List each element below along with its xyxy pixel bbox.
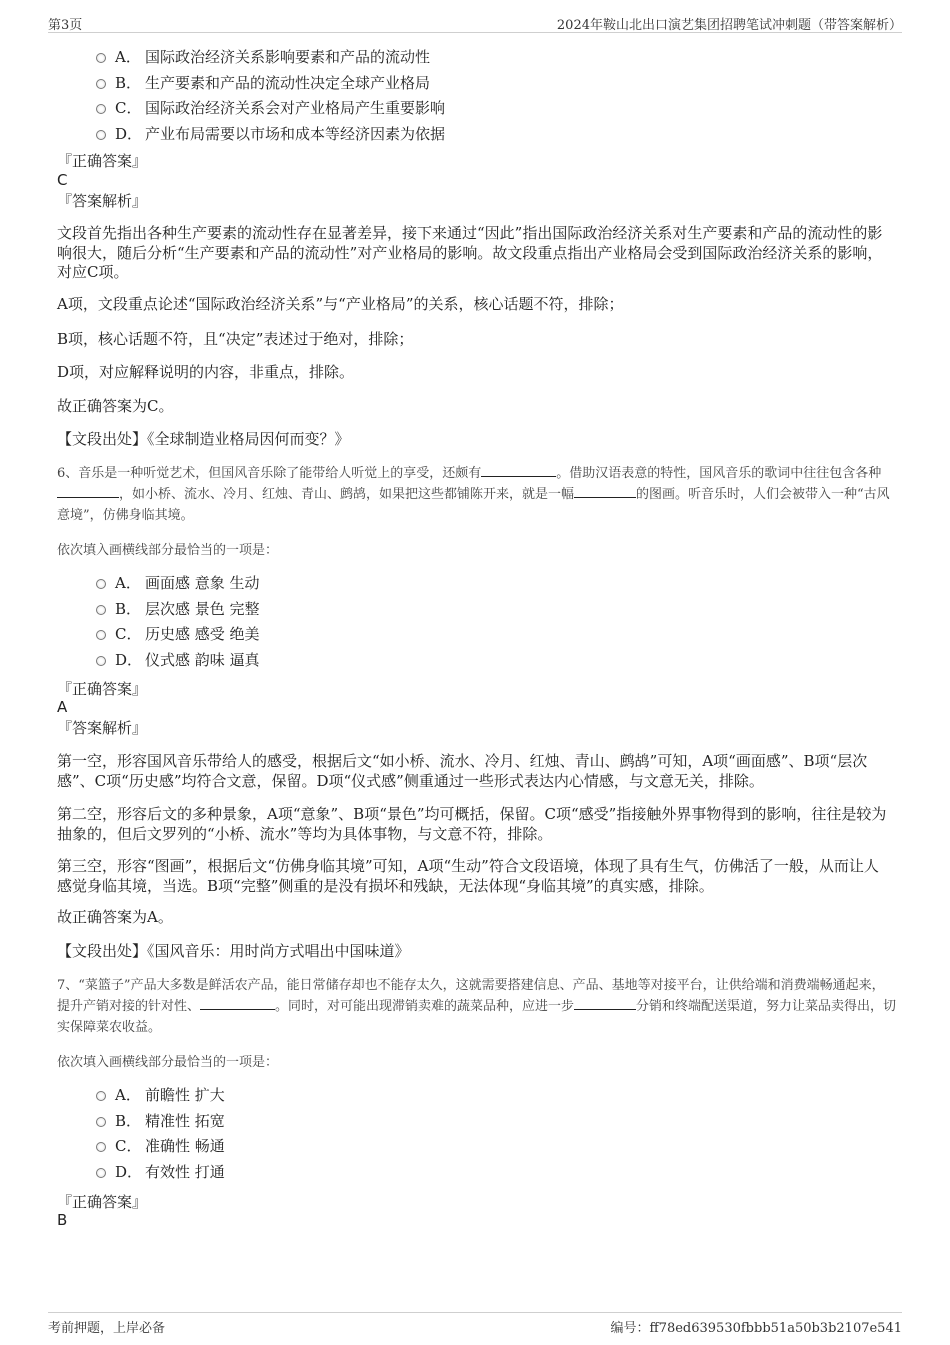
blank-line xyxy=(481,464,556,477)
blank-line xyxy=(57,485,119,498)
radio-icon[interactable] xyxy=(96,130,106,140)
q6-analysis-conclusion: 故正确答案为A。 xyxy=(57,908,173,926)
q7-answer: B xyxy=(57,1211,68,1229)
q6-analysis-first-blank: 第一空，形容国风音乐带给人的感受，根据后文“如小桥、流水、冷月、红烛、青山、鹧鸪”可知，A项“画面感”、B项“层次感”、C项“历史感”均符合文意，保留。D项“仪式感”侧重通过一些形式表达内心情感，与文意无关，排除。 xyxy=(57,752,868,790)
blank-line xyxy=(200,997,275,1010)
q6-stem: 6、音乐是一种听觉艺术，但国风音乐除了能带给人听觉上的享受，还颇有 。借助汉语表意的特性，国风音乐的歌词中往往包含各种，如小桥、流水、冷月、红烛、青山、鹧鸪，如果把这些都铺陈开来，就是一幅 的图画。听音乐时，人们会被带入一种“古风意境”，仿佛身临其境。 xyxy=(57,466,890,523)
q5-analysis-conclusion: 故正确答案为C。 xyxy=(57,397,174,415)
q5-analysis-d: D项，对应解释说明的内容，非重点，排除。 xyxy=(57,363,355,381)
q5-analysis-label: 『答案解析』 xyxy=(57,192,148,210)
q5-option-b[interactable]: B． 生产要素和产品的流动性决定全球产业格局 xyxy=(96,71,445,97)
q7-option-b[interactable]: B． 精准性 拓宽 xyxy=(96,1109,225,1135)
q5-correct-label: 『正确答案』 xyxy=(57,152,148,170)
q7-stem: 7、“菜篮子”产品大多数是鲜活农产品，能日常储存却也不能存太久，这就需要搭建信息、产品、基地等对接平台，让供给端和消费端畅通起来，提升产销对接的针对性、 。同时，对可能出现滞销卖难的蔬菜品种，应进一步 分销和终端配送渠道，努力让菜品卖得出，切实保障菜农收益。 xyxy=(57,978,897,1035)
q5-answer: C xyxy=(57,171,68,189)
radio-icon[interactable] xyxy=(96,630,106,640)
q5-option-d[interactable]: D． 产业布局需要以市场和成本等经济因素为依据 xyxy=(96,122,445,148)
footer-slogan: 考前押题，上岸必备 xyxy=(48,1321,166,1336)
q7-correct-label: 『正确答案』 xyxy=(57,1193,148,1211)
radio-icon[interactable] xyxy=(96,1091,106,1101)
q6-analysis-third-blank: 第三空，形容“图画”，根据后文“仿佛身临其境”可知，A项“生动”符合文段语境，体现了具有生气，仿佛活了一般，从而让人感觉身临其境，当选。B项“完整”侧重的是没有损坏和残缺，无法体现“身临其境”的真实感，排除。 xyxy=(57,857,879,895)
q6-source: 【文段出处】《国风音乐：用时尚方式唱出中国味道》 xyxy=(57,942,410,960)
q5-source: 【文段出处】《全球制造业格局因何而变？》 xyxy=(57,430,350,448)
q6-option-d[interactable]: D． 仪式感 韵味 逼真 xyxy=(96,648,260,674)
q6-instruction: 依次填入画横线部分最恰当的一项是： xyxy=(57,543,279,558)
q6-analysis-label: 『答案解析』 xyxy=(57,719,148,737)
q6-analysis-second-blank: 第二空，形容后文的多种景象，A项“意象”、B项“景色”均可概括，保留。C项“感受”指接触外界事物得到的影响，往往是较为抽象的，但后文罗列的“小桥、流水”等均为具体事物，与文意不符，排除。 xyxy=(57,805,887,843)
page-footer xyxy=(48,1312,902,1335)
radio-icon[interactable] xyxy=(96,1117,106,1127)
q7-option-c[interactable]: C． 准确性 畅通 xyxy=(96,1134,225,1160)
q6-correct-label: 『正确答案』 xyxy=(57,680,148,698)
q7-options xyxy=(96,1083,225,1185)
radio-icon[interactable] xyxy=(96,53,106,63)
q5-analysis-b: B项，核心话题不符，且“决定”表述过于绝对，排除； xyxy=(57,330,414,348)
blank-line xyxy=(574,485,636,498)
blank-line xyxy=(574,997,636,1010)
radio-icon[interactable] xyxy=(96,79,106,89)
q6-option-a[interactable]: A． 画面感 意象 生动 xyxy=(96,571,260,597)
document-code: 编号：ff78ed639530fbbb51a50b3b2107e541 xyxy=(610,1321,902,1336)
q7-option-a[interactable]: A． 前瞻性 扩大 xyxy=(96,1083,225,1109)
q6-option-b[interactable]: B． 层次感 景色 完整 xyxy=(96,597,260,623)
q5-option-c[interactable]: C． 国际政治经济关系会对产业格局产生重要影响 xyxy=(96,96,445,122)
q5-analysis-main: 文段首先指出各种生产要素的流动性存在显著差异，接下来通过“因此”指出国际政治经济关系对生产要素和产品的流动性的影响很大，随后分析“生产要素和产品的流动性”对产业格局的影响。故文段重点指出产业格局会受到国际政治经济关系的影响，对应C项。 xyxy=(57,224,883,281)
q5-options xyxy=(96,45,445,147)
page-number: 第3页 xyxy=(48,18,83,33)
radio-icon[interactable] xyxy=(96,656,106,666)
radio-icon[interactable] xyxy=(96,605,106,615)
q5-option-a[interactable]: A． 国际政治经济关系影响要素和产品的流动性 xyxy=(96,45,445,71)
radio-icon[interactable] xyxy=(96,1168,106,1178)
q6-option-c[interactable]: C． 历史感 感受 绝美 xyxy=(96,622,260,648)
document-title: 2024年鞍山北出口演艺集团招聘笔试冲刺题（带答案解析） xyxy=(556,18,902,33)
q5-analysis-a: A项，文段重点论述“国际政治经济关系”与“产业格局”的关系，核心话题不符，排除； xyxy=(57,295,624,313)
radio-icon[interactable] xyxy=(96,104,106,114)
q6-options xyxy=(96,571,260,673)
radio-icon[interactable] xyxy=(96,579,106,589)
q7-instruction: 依次填入画横线部分最恰当的一项是： xyxy=(57,1055,279,1070)
q7-option-d[interactable]: D． 有效性 打通 xyxy=(96,1160,225,1186)
radio-icon[interactable] xyxy=(96,1142,106,1152)
q6-answer: A xyxy=(57,698,68,716)
page-header xyxy=(48,12,902,33)
